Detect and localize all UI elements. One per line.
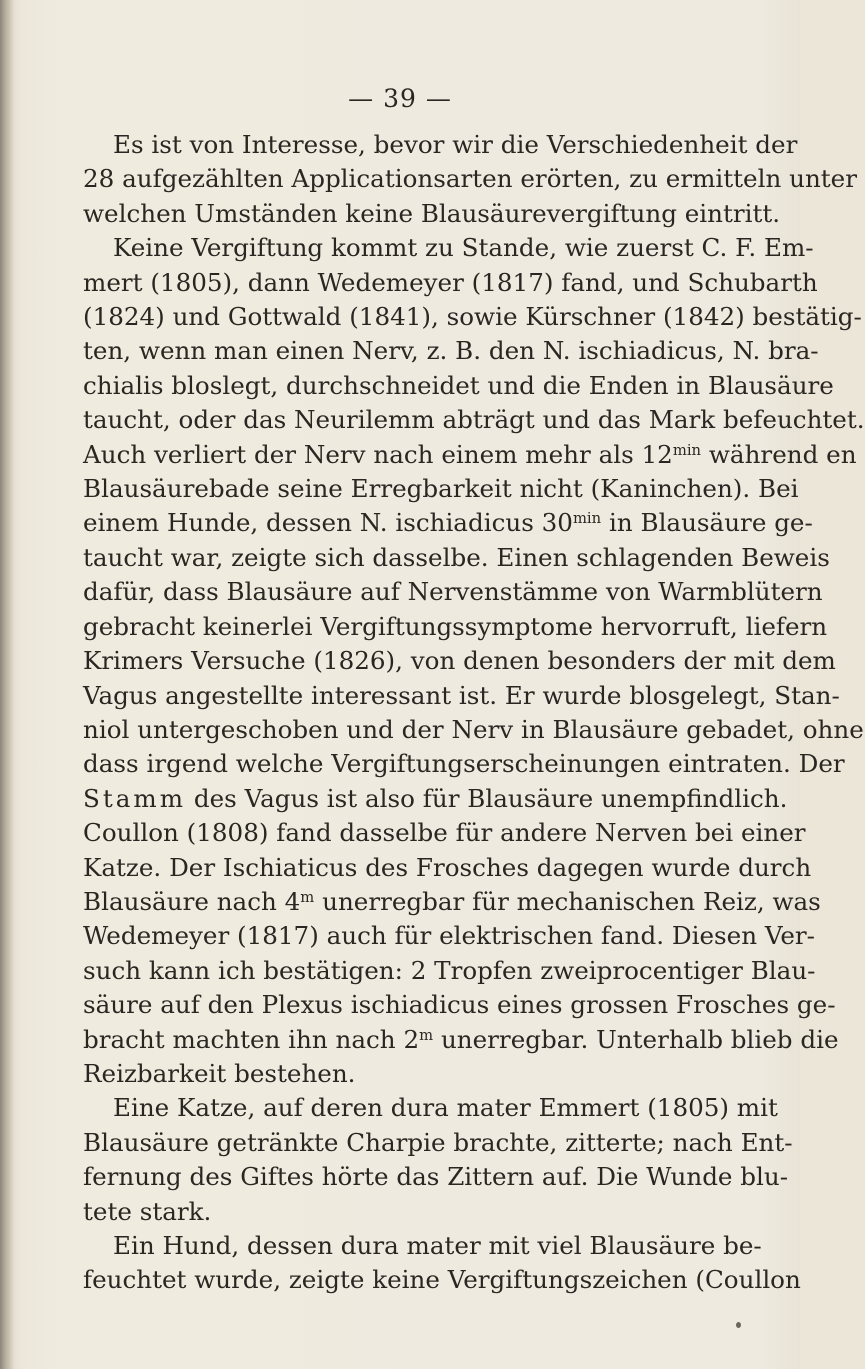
- text-line: dafür, dass Blausäure auf Nervenstämme von Warmblütern: [83, 577, 823, 607]
- text-line: feuchtet wurde, zeigte keine Vergiftungszeichen (Coullon: [83, 1265, 801, 1295]
- text-fragment: in Blausäure ge-: [601, 508, 813, 538]
- paragraph-1: [83, 128, 857, 231]
- body-text: [83, 128, 865, 1298]
- text-line-with-sup: [53, 885, 821, 919]
- text-line: Krimers Versuche (1826), von denen besonders der mit dem: [83, 646, 836, 676]
- text-fragment: Blausäure nach 4: [83, 886, 301, 916]
- superscript-m: m: [300, 888, 315, 906]
- text-line: taucht, oder das Neurilemm abträgt und das Mark befeuchtet.: [83, 405, 865, 435]
- text-line-spaced: [53, 782, 788, 816]
- text-fragment: einem Hunde, dessen N. ischiadicus 30: [83, 508, 573, 538]
- text-line: gebracht keinerlei Vergiftungssymptome hervorruft, liefern: [83, 611, 828, 641]
- text-line: mert (1805), dann Wedemeyer (1817) fand, und Schubarth: [83, 267, 818, 297]
- text-line-with-sup: [53, 438, 857, 472]
- page-number-header: — 39 —: [348, 84, 452, 113]
- text-line: Katze. Der Ischiaticus des Frosches dagegen wurde durch: [83, 852, 812, 882]
- text-line: Blausäure getränkte Charpie brachte, zitterte; nach Ent-: [83, 1127, 793, 1157]
- page-spine-shadow: [0, 0, 14, 1369]
- text-line: dass irgend welche Vergiftungserscheinungen eintraten. Der: [83, 749, 845, 779]
- text-line: Reizbarkeit bestehen.: [83, 1058, 356, 1088]
- text-line: Vagus angestellte interessant ist. Er wurde blosgelegt, Stan-: [83, 680, 840, 710]
- paragraph-2: [83, 231, 865, 1091]
- text-line: Es ist von Interesse, bevor wir die Verschiedenheit der: [113, 130, 798, 159]
- text-line: tete stark.: [83, 1196, 212, 1226]
- text-line: Wedemeyer (1817) auch für elektrischen fand. Diesen Ver-: [83, 921, 815, 951]
- text-line: chialis bloslegt, durchschneidet und die Enden in Blausäure: [83, 370, 834, 400]
- paragraph-3: [83, 1091, 793, 1229]
- superscript-min: min: [672, 441, 702, 459]
- text-fragment: bracht machten ihn nach 2: [83, 1024, 420, 1054]
- text-line: niol untergeschoben und der Nerv in Blausäure gebadet, ohne: [83, 714, 864, 744]
- text-fragment: Auch verliert der Nerv nach einem mehr als 12: [83, 439, 673, 469]
- text-fragment: des Vagus ist also für Blausäure unempfindlich.: [186, 783, 788, 813]
- text-line: (1824) und Gottwald (1841), sowie Kürschner (1842) bestätig-: [83, 302, 862, 332]
- text-fragment-spaced: Stamm: [83, 783, 187, 813]
- text-line: säure auf den Plexus ischiadicus eines grossen Frosches ge-: [83, 990, 836, 1020]
- text-line: Eine Katze, auf deren dura mater Emmert (1805) mit: [113, 1093, 778, 1123]
- ink-speck: [736, 1322, 741, 1328]
- paragraph-4: [83, 1229, 801, 1298]
- superscript-min: min: [572, 510, 602, 528]
- text-line: welchen Umständen keine Blausäurevergiftung eintritt.: [83, 198, 781, 228]
- text-line: fernung des Giftes hörte das Zittern auf. Die Wunde blu-: [83, 1162, 789, 1192]
- text-line: Keine Vergiftung kommt zu Stande, wie zuerst C. F. Em-: [113, 233, 814, 263]
- text-fragment: während en: [701, 439, 857, 469]
- text-line: Blausäurebade seine Erregbarkeit nicht (Kaninchen). Bei: [83, 474, 799, 504]
- text-fragment: unerregbar für mechanischen Reiz, was: [314, 886, 821, 916]
- superscript-m: m: [419, 1026, 434, 1044]
- text-fragment: unerregbar. Unterhalb blieb die: [433, 1024, 839, 1054]
- text-line: such kann ich bestätigen: 2 Tropfen zweiprocentiger Blau-: [83, 955, 816, 985]
- text-line: ten, wenn man einen Nerv, z. B. den N. ischiadicus, N. bra-: [83, 336, 819, 366]
- text-line-with-sup: [53, 506, 813, 540]
- text-line-with-sup: [53, 1023, 839, 1057]
- text-line: 28 aufgezählten Applicationsarten erörten, zu ermitteln unter: [83, 164, 857, 194]
- text-line: Ein Hund, dessen dura mater mit viel Blausäure be-: [113, 1231, 762, 1260]
- text-line: Coullon (1808) fand dasselbe für andere Nerven bei einer: [83, 818, 806, 848]
- text-line: taucht war, zeigte sich dasselbe. Einen schlagenden Beweis: [83, 542, 830, 572]
